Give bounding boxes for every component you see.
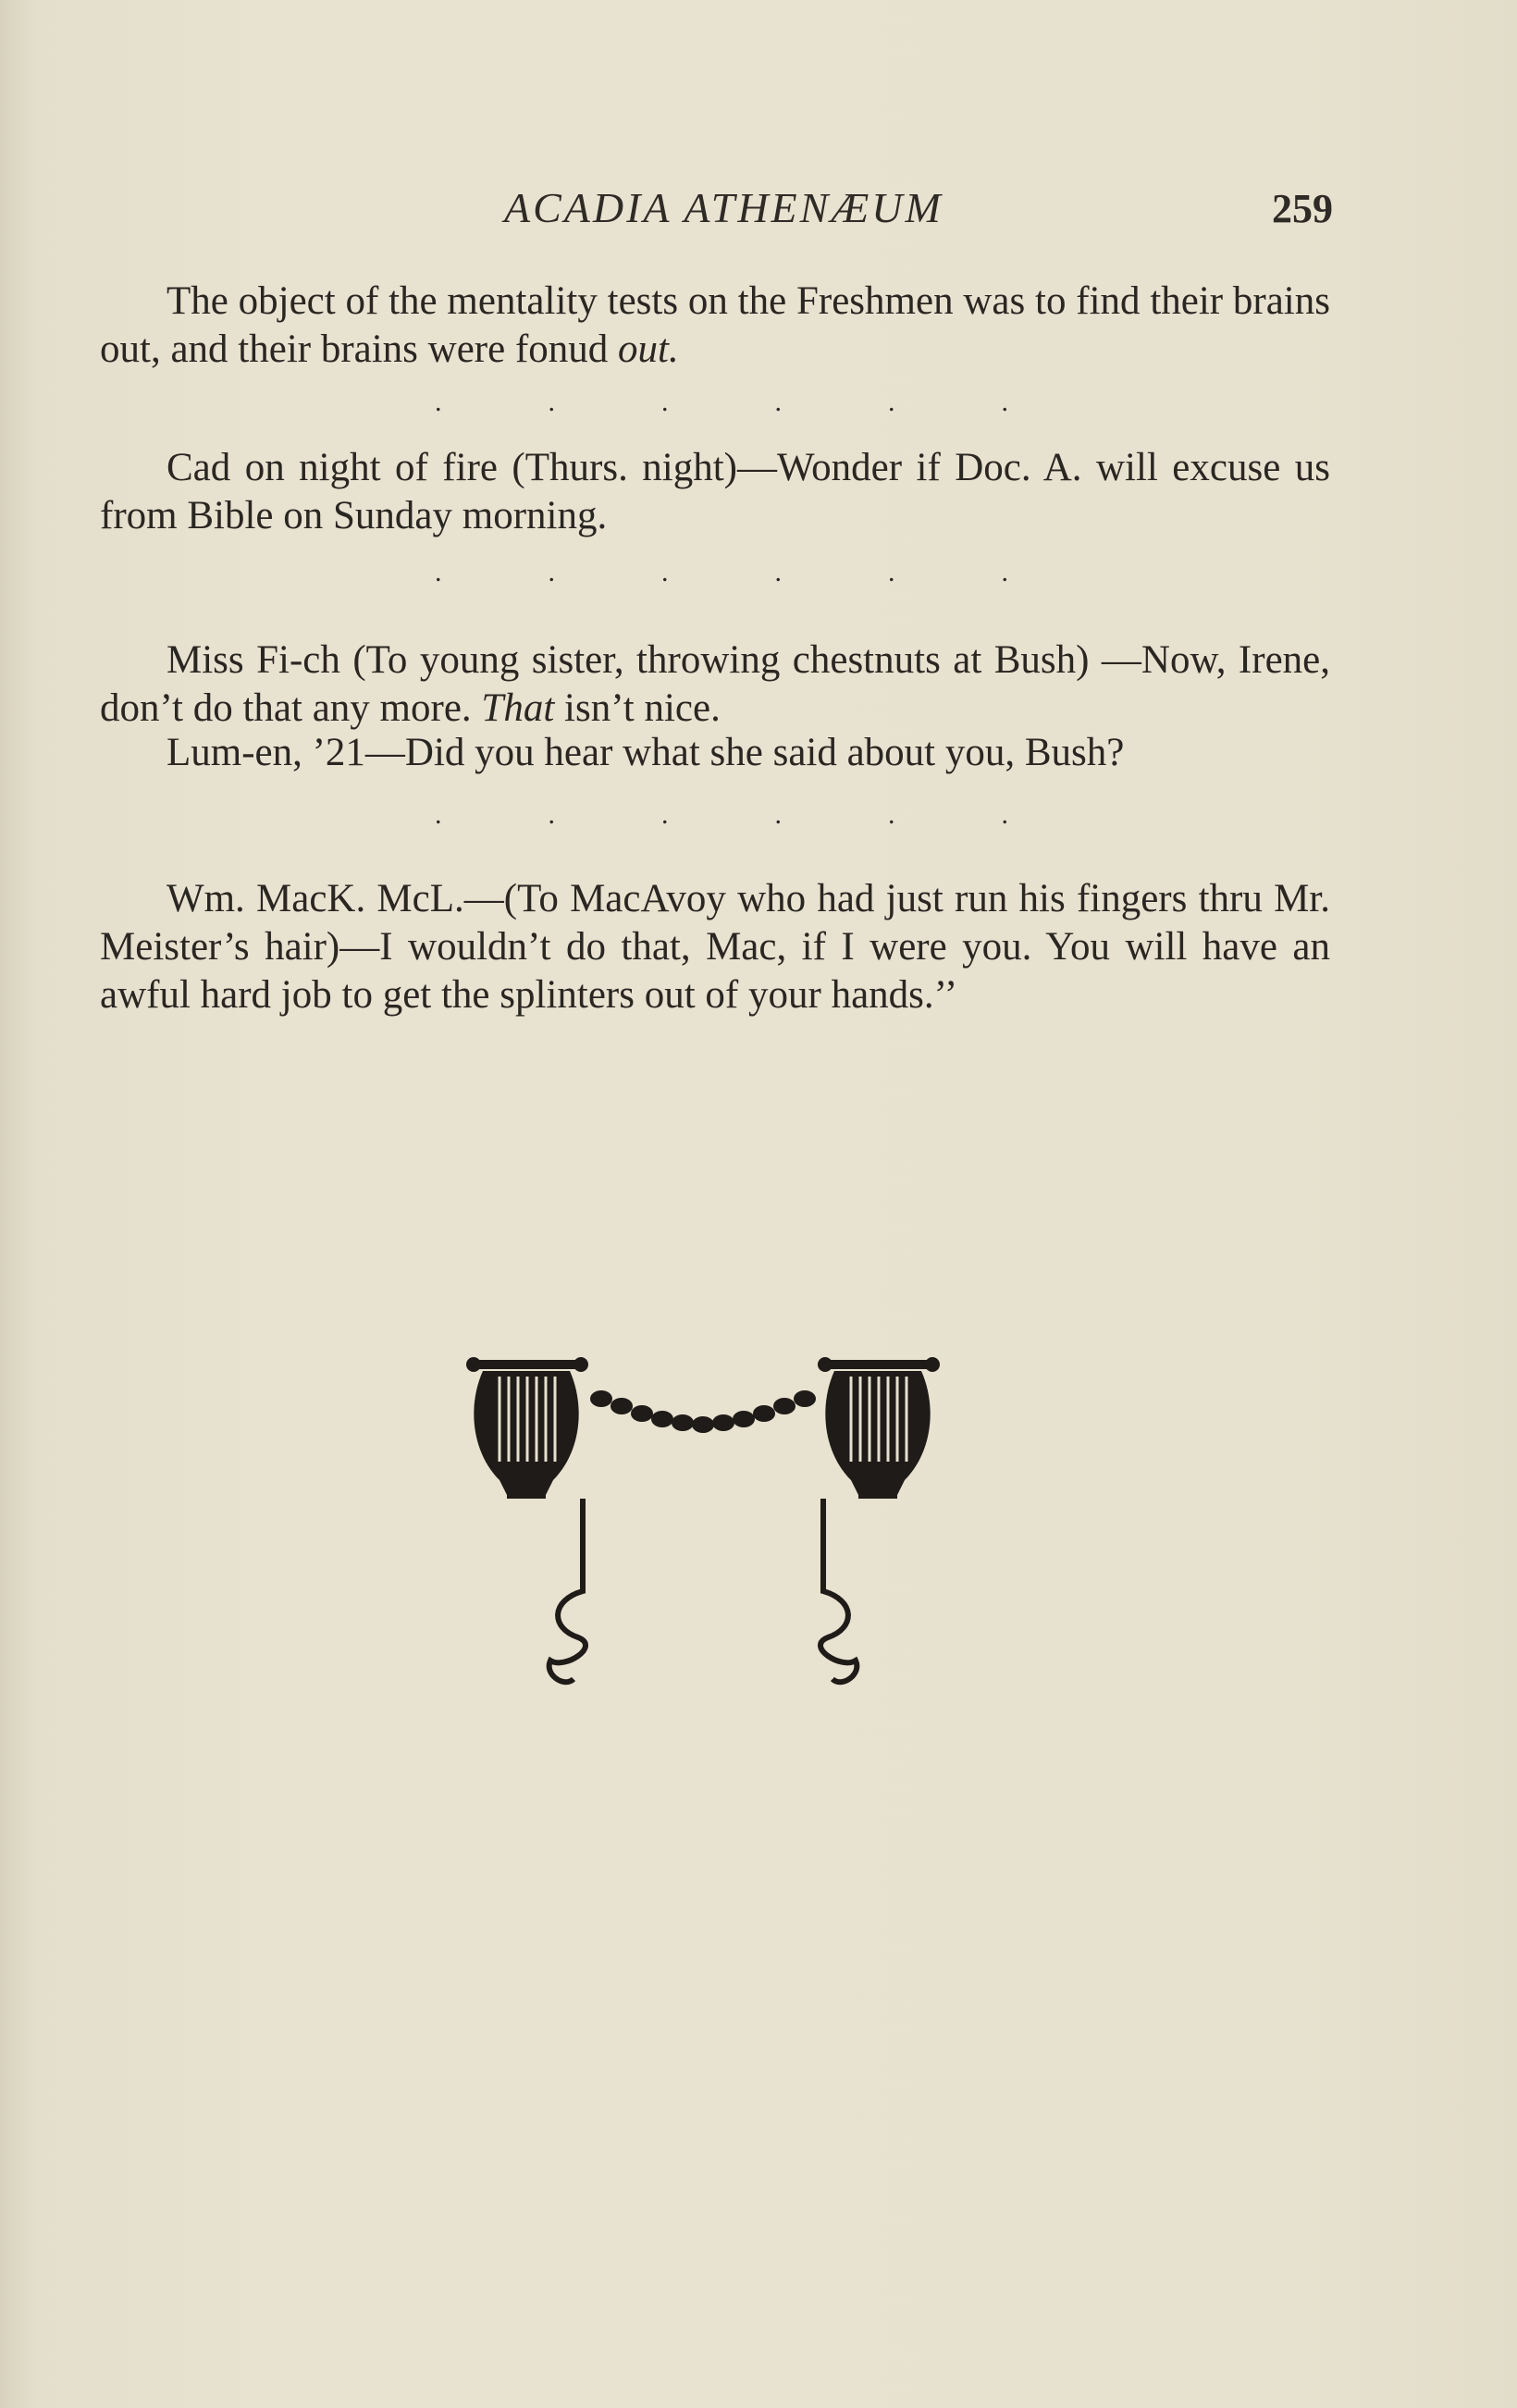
separator-dot: .	[548, 557, 555, 587]
running-head-title: ACADIA ATHENÆUM	[504, 184, 944, 231]
separator-dot: .	[548, 799, 555, 830]
paragraph-text: The object of the mentality tests on the Freshmen was to find their brains out, and their brains were fonud	[100, 279, 1330, 371]
separator-dot: .	[548, 387, 555, 417]
paragraph-freshmen-tests	[100, 278, 1330, 374]
dot-separator	[435, 387, 1008, 418]
separator-dot: .	[661, 799, 669, 830]
paragraph-text: isn’t nice.	[554, 686, 721, 730]
separator-dot: .	[661, 387, 669, 417]
paragraph-italic: That	[481, 686, 555, 730]
right-ribbon	[820, 1499, 857, 1682]
left-ribbon	[549, 1499, 586, 1682]
separator-dot: .	[774, 799, 782, 830]
paragraph-cad-fire: Cad on night of fire (Thurs. night)—Wonder if Doc. A. will excuse us from Bible on Sunday morning.	[100, 446, 1330, 537]
paragraph-italic: out.	[618, 327, 679, 371]
page-number: 259	[1272, 186, 1333, 231]
left-lyre-icon	[466, 1357, 588, 1499]
separator-dot: .	[1001, 387, 1008, 417]
paragraph-lumsden: Lum-en, ’21—Did you hear what she said about you, Bush?	[166, 731, 1125, 774]
separator-dot: .	[774, 557, 782, 587]
separator-dot: .	[1001, 557, 1008, 587]
paragraph-mackay-splinters: Wm. MacK. McL.—(To MacAvoy who had just run his fingers thru Mr. Meister’s hair)—I wouldn’t do that, Mac, if I were you. You will have an awful hard job to get the splinters out of your hands.’’	[100, 877, 1330, 1017]
separator-dot: .	[888, 799, 895, 830]
separator-dot: .	[435, 557, 442, 587]
separator-dot: .	[1001, 799, 1008, 830]
chain-garland	[590, 1390, 816, 1433]
separator-dot: .	[435, 799, 442, 830]
separator-dot: .	[661, 557, 669, 587]
right-lyre-icon	[818, 1357, 940, 1499]
twin-lyre-ornament-icon	[462, 1351, 944, 1693]
separator-dot: .	[774, 387, 782, 417]
separator-dot: .	[435, 387, 442, 417]
dot-separator	[435, 557, 1008, 588]
dot-separator	[435, 799, 1008, 831]
paragraph-text: Miss Fi-ch (To young sister, throwing chestnuts at Bush) —Now, Irene, don’t do that any more.	[100, 638, 1330, 730]
separator-dot: .	[888, 557, 895, 587]
paragraph-miss-finch	[100, 636, 1330, 733]
separator-dot: .	[888, 387, 895, 417]
